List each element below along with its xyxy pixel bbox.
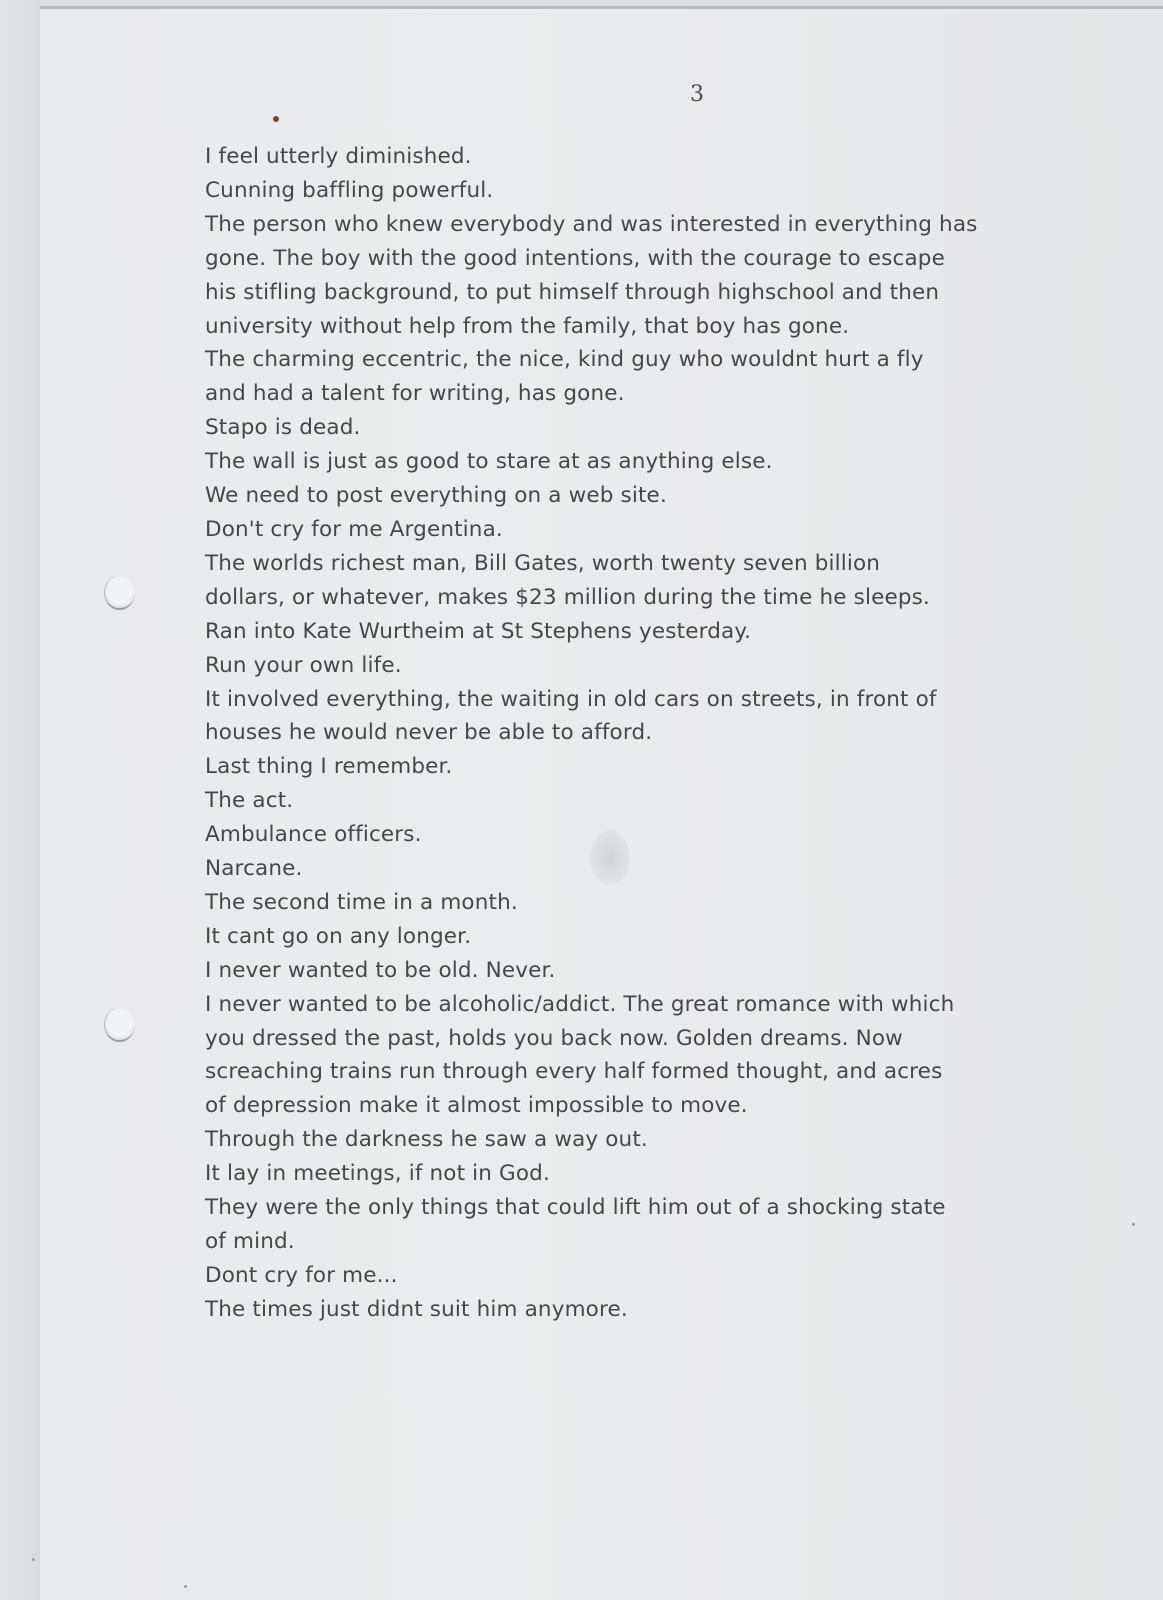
text-line: of depression make it almost impossible to move. xyxy=(205,1093,748,1119)
text-line: It lay in meetings, if not in God. xyxy=(205,1161,550,1187)
text-line: you dressed the past, holds you back now. Golden dreams. Now xyxy=(205,1025,903,1051)
text-line: Dont cry for me... xyxy=(205,1262,398,1288)
text-line: It involved everything, the waiting in old cars on streets, in front of xyxy=(205,686,937,712)
text-line: The second time in a month. xyxy=(205,889,518,915)
dust-speck xyxy=(32,1558,35,1561)
text-line: The act. xyxy=(205,788,294,814)
text-line: They were the only things that could lift him out of a shocking state xyxy=(205,1195,946,1221)
text-line: and had a talent for writing, has gone. xyxy=(205,381,625,407)
dust-speck xyxy=(1132,1223,1135,1226)
text-line: The charming eccentric, the nice, kind guy who wouldnt hurt a fly xyxy=(205,347,924,373)
text-line: Cunning baffling powerful. xyxy=(205,177,494,203)
text-line: The person who knew everybody and was interested in everything has xyxy=(205,211,978,237)
text-line: houses he would never be able to afford. xyxy=(205,720,653,746)
text-line: I feel utterly diminished. xyxy=(205,144,472,169)
text-line: Don't cry for me Argentina. xyxy=(205,516,503,542)
text-line: Run your own life. xyxy=(205,652,402,678)
text-line: university without help from the family, that boy has gone. xyxy=(205,313,850,339)
text-line: Narcane. xyxy=(205,856,303,882)
page-number: 3 xyxy=(690,82,704,107)
text-line: his stifling background, to put himself through highschool and then xyxy=(205,279,940,305)
punch-hole-icon xyxy=(104,576,135,610)
text-line: of mind. xyxy=(205,1229,295,1254)
text-line: dollars, or whatever, makes $23 million during the time he sleeps. xyxy=(205,584,930,610)
text-line: Stapo is dead. xyxy=(205,415,361,441)
typed-text-body xyxy=(205,140,1025,1327)
text-line: Through the darkness he saw a way out. xyxy=(205,1127,648,1153)
text-line: The worlds richest man, Bill Gates, worth twenty seven billion xyxy=(205,550,881,576)
text-line: Ran into Kate Wurtheim at St Stephens yesterday. xyxy=(205,618,752,644)
text-line: gone. The boy with the good intentions, with the courage to escape xyxy=(205,245,945,271)
text-line: Last thing I remember. xyxy=(205,754,453,780)
ink-dot-mark xyxy=(273,116,279,122)
page-top-edge xyxy=(40,6,1163,9)
text-line: We need to post everything on a web site. xyxy=(205,483,667,509)
scan-left-margin xyxy=(0,0,40,1600)
text-line: The times just didnt suit him anymore. xyxy=(205,1296,628,1322)
dust-speck xyxy=(184,1585,187,1588)
text-line: I never wanted to be alcoholic/addict. The great romance with which xyxy=(205,991,955,1017)
text-line: I never wanted to be old. Never. xyxy=(205,957,556,983)
punch-hole-icon xyxy=(104,1008,135,1042)
text-line: The wall is just as good to stare at as anything else. xyxy=(205,449,773,475)
text-line: It cant go on any longer. xyxy=(205,923,472,949)
text-line: screaching trains run through every half formed thought, and acres xyxy=(205,1059,943,1085)
text-line: Ambulance officers. xyxy=(205,822,422,848)
